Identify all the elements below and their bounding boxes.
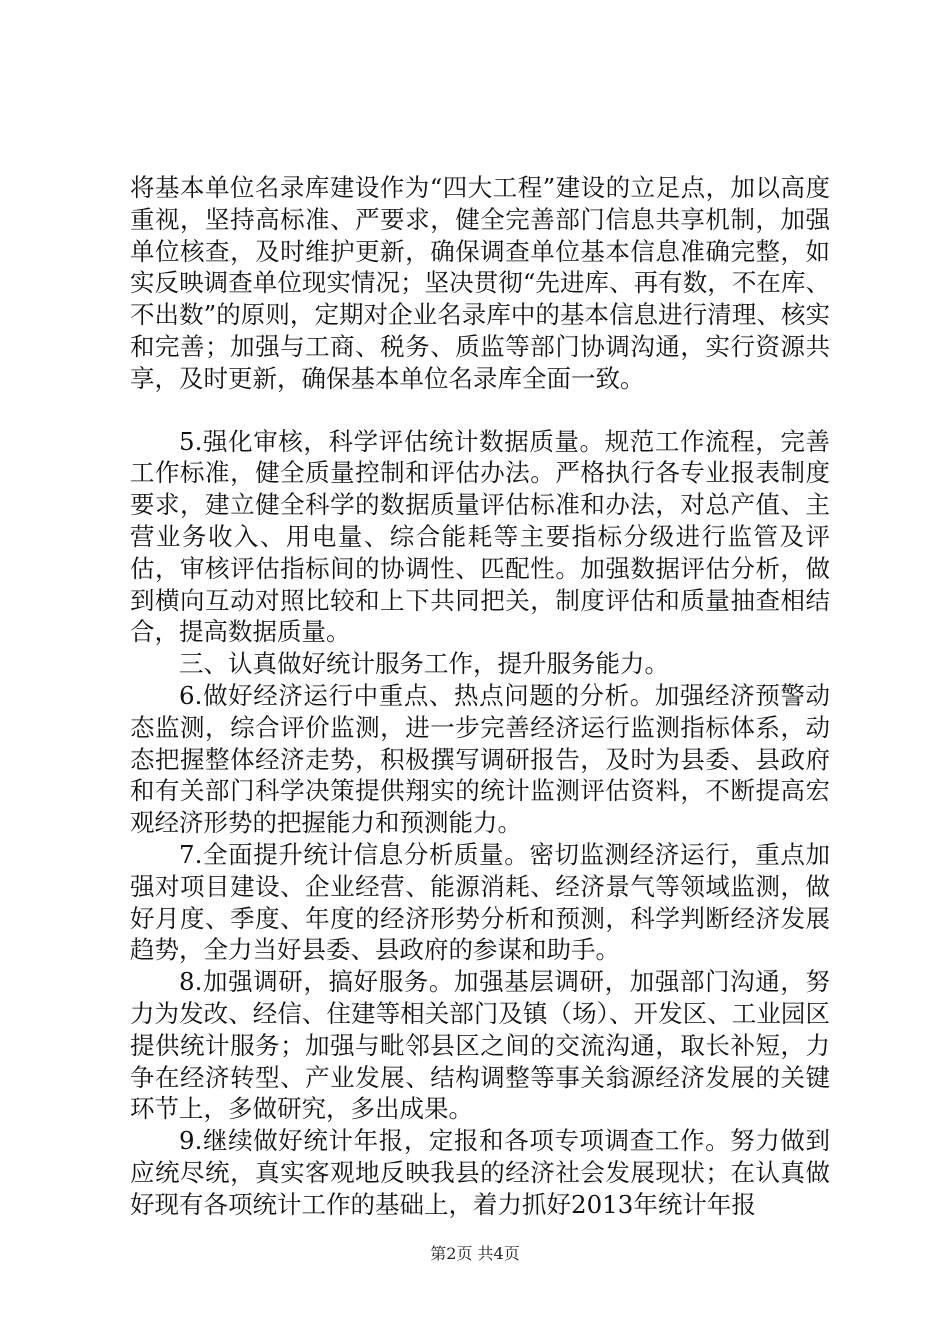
paragraph-name-registry: 将基本单位名录库建设作为“四大工程”建设的立足点，加以高度重视，坚持高标准、严要求，健全完善部门信息共享机制，加强单位核查，及时维护更新，确保调查单位基本信息准确完整，如实反映调查单位现实情况；坚决贯彻“先进库、再有数，不在库、不出数”的原则，定期对企业名录库中的基本信息进行清理、核实和完善；加强与工商、税务、质监等部门协调沟通，实行资源共享，及时更新，确保基本单位名录库全面一致。 bbox=[130, 173, 830, 393]
section-heading-3: 三、认真做好统计服务工作，提升服务能力。 bbox=[179, 649, 669, 679]
paragraph-item-7: 7.全面提升统计信息分析质量。密切监测经济运行，重点加强对项目建设、企业经营、能源消耗、经济景气等领域监测，做好月度、季度、年度的经济形势分析和预测，科学判断经济发展趋势，全力当好县委、县政府的参谋和助手。 bbox=[130, 839, 830, 965]
page-footer: 第2页 共4页 bbox=[430, 1244, 520, 1263]
document-body bbox=[130, 172, 830, 1221]
paragraph-gap bbox=[130, 395, 830, 426]
paragraph-item-9: 9.继续做好统计年报，定报和各项专项调查工作。努力做到应统尽统，真实客观地反映我县的经济社会发展现状；在认真做好现有各项统计工作的基础上，着力抓好2013年统计年报 bbox=[130, 1126, 830, 1219]
paragraph-item-6: 6.做好经济运行中重点、热点问题的分析。加强经济预警动态监测，综合评价监测，进一步完善经济运行监测指标体系，动态把握整体经济走势，积极撰写调研报告，及时为县委、县政府和有关部门科学决策提供翔实的统计监测评估资料，不断提高宏观经济形势的把握能力和预测能力。 bbox=[130, 680, 830, 838]
paragraph-item-5: 5.强化审核，科学评估统计数据质量。规范工作流程，完善工作标准，健全质量控制和评估办法。严格执行各专业报表制度要求，建立健全科学的数据质量评估标准和办法，对总产值、主营业务收入、用电量、综合能耗等主要指标分级进行监管及评估，审核评估指标间的协调性、匹配性。加强数据评估分析，做到横向互动对照比较和上下共同把关，制度评估和质量抽查相结合，提高数据质量。 bbox=[130, 426, 830, 647]
paragraph-item-8: 8.加强调研，搞好服务。加强基层调研，加强部门沟通，努力为发改、经信、住建等相关部门及镇（场）、开发区、工业园区提供统计服务；加强与毗邻县区之间的交流沟通，取长补短，力争在经济转型、产业发展、结构调整等事关翁源经济发展的关键环节上，多做研究，多出成果。 bbox=[130, 967, 830, 1124]
